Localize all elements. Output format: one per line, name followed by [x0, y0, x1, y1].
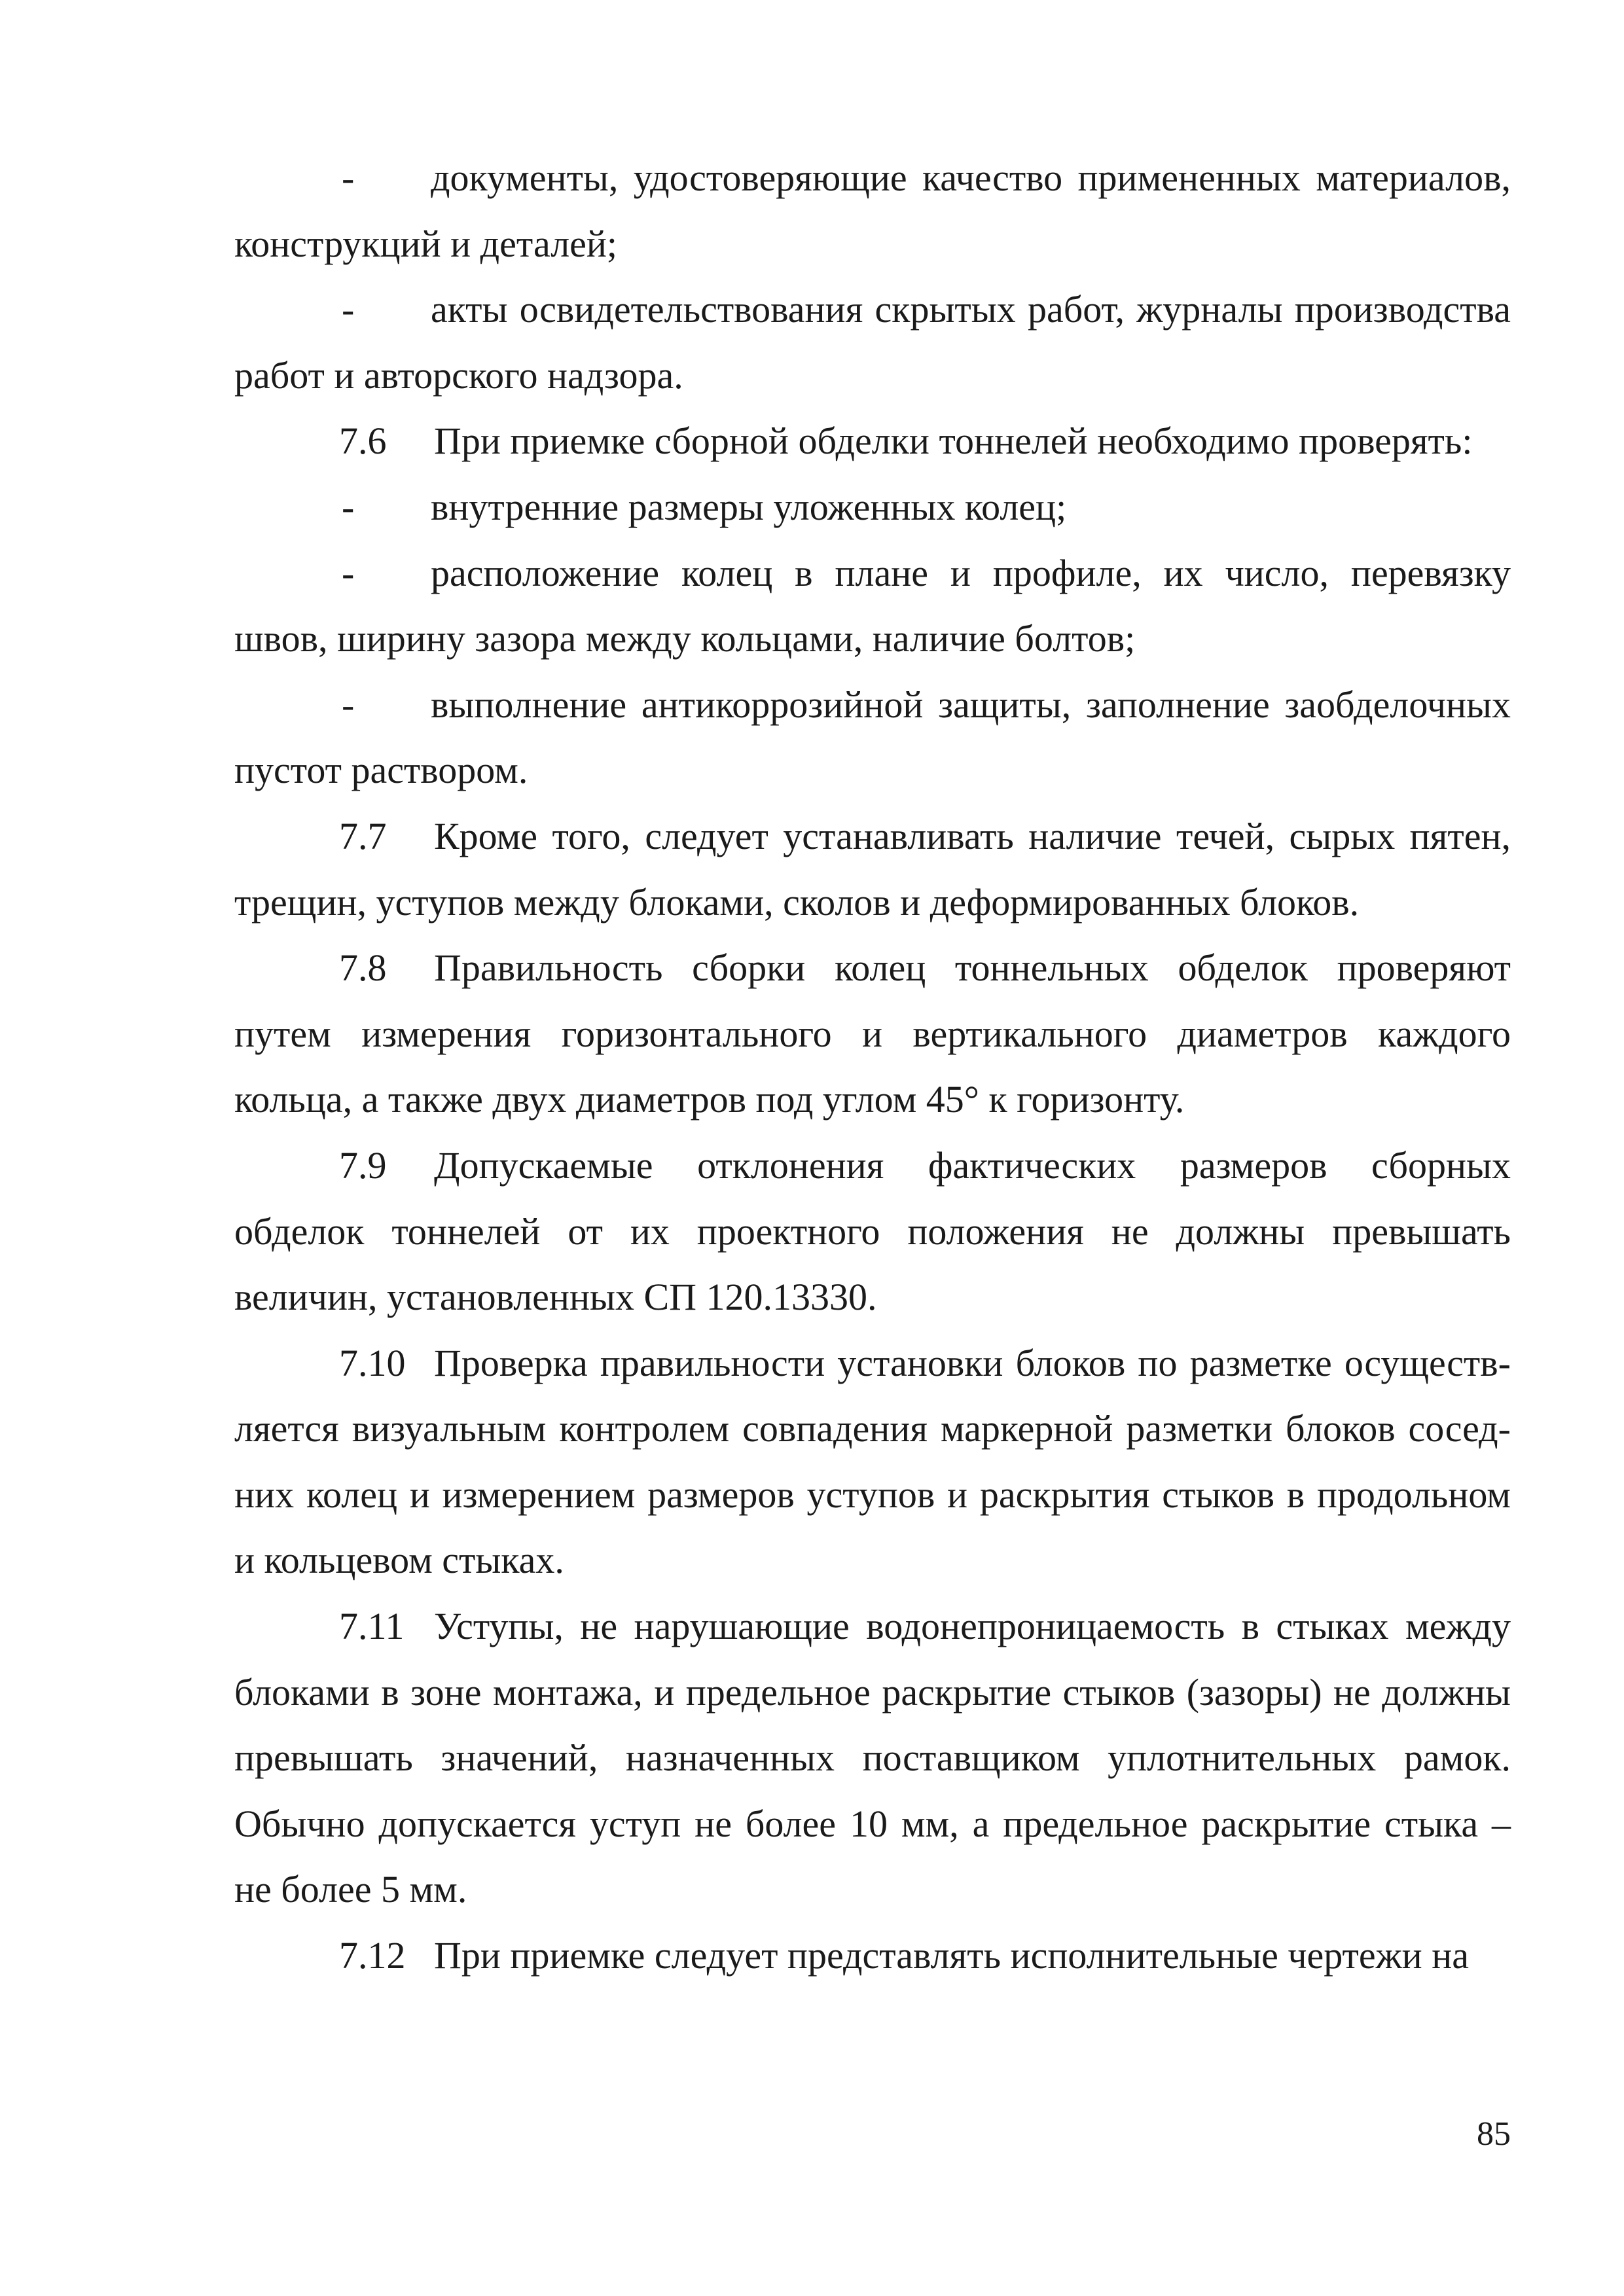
paragraph-text: При приемке сборной обделки тоннелей необходимо проверять:: [434, 420, 1473, 463]
paragraph-text: Допускаемые отклонения фактических размеров сборных обделок тоннелей от их проектного положения не должны превышать величин, установленных СП 120.13330.: [234, 1143, 1511, 1319]
clause-number: 7.7: [339, 814, 387, 857]
clause-7-12: [234, 1923, 1511, 1989]
list-item: [234, 145, 1511, 277]
list-item: [234, 277, 1511, 408]
list-dash: -: [342, 288, 355, 331]
paragraph-text: Уступы, не нарушающие водонепроницаемость в стыках между блоками в зоне монтажа, и предельное раскрытие стыков (зазоры) не должны превышать значений, назначенных поставщиком уплотнительных рамок. Обычно допускается уступ не более 10 мм, а предельное раскрытие стыка – не более 5 мм.: [234, 1605, 1511, 1911]
list-dash: -: [342, 485, 355, 528]
body-text: [234, 145, 1511, 1989]
clause-7-9: [234, 1133, 1511, 1331]
clause-number: 7.10: [339, 1341, 406, 1384]
clause-7-6: [234, 408, 1511, 475]
clause-number: 7.11: [339, 1605, 405, 1648]
paragraph-text: Кроме того, следует устанавливать наличие течей, сырых пятен, трещин, уступов между блоками, сколов и деформированных блоков.: [234, 814, 1511, 924]
clause-7-8: [234, 935, 1511, 1133]
clause-number: 7.12: [339, 1934, 406, 1977]
paragraph-text: выполнение антикоррозийной защиты, заполнение заобделочных пустот раствором.: [234, 683, 1511, 792]
page-number: 85: [1477, 2115, 1511, 2153]
paragraph-text: документы, удостоверяющие качество примененных материалов, конструкций и деталей;: [234, 156, 1511, 265]
paragraph-text: Проверка правильности установки блоков по разметке осуществляется визуальным контролем совпадения маркерной разметки блоков соседних колец и измерением размеров уступов и раскрытия стыков в продольном и кольцевом стыках.: [234, 1341, 1511, 1582]
paragraph-text: При приемке следует представлять исполнительные чертежи на: [434, 1934, 1469, 1977]
list-dash: -: [342, 156, 355, 199]
clause-7-10: [234, 1331, 1511, 1594]
paragraph-text: акты освидетельствования скрытых работ, журналы производства работ и авторского надзора.: [234, 288, 1511, 397]
clause-7-11: [234, 1594, 1511, 1923]
list-item: [234, 541, 1511, 672]
paragraph-text: расположение колец в плане и профиле, их число, перевязку швов, ширину зазора между кольцами, наличие болтов;: [234, 551, 1511, 660]
paragraph-text: внутренние размеры уложенных колец;: [431, 485, 1067, 528]
clause-7-7: [234, 804, 1511, 935]
clause-number: 7.8: [339, 946, 387, 990]
list-item: [234, 672, 1511, 804]
clause-number: 7.6: [339, 420, 387, 463]
list-item: [234, 475, 1511, 541]
clause-number: 7.9: [339, 1143, 387, 1187]
list-dash: -: [342, 683, 355, 726]
list-dash: -: [342, 551, 355, 594]
paragraph-text: Правильность сборки колец тоннельных обделок проверяют путем измерения горизонтального и вертикального диаметров каждого кольца, а также двух диаметров под углом 45° к горизонту.: [234, 946, 1511, 1121]
